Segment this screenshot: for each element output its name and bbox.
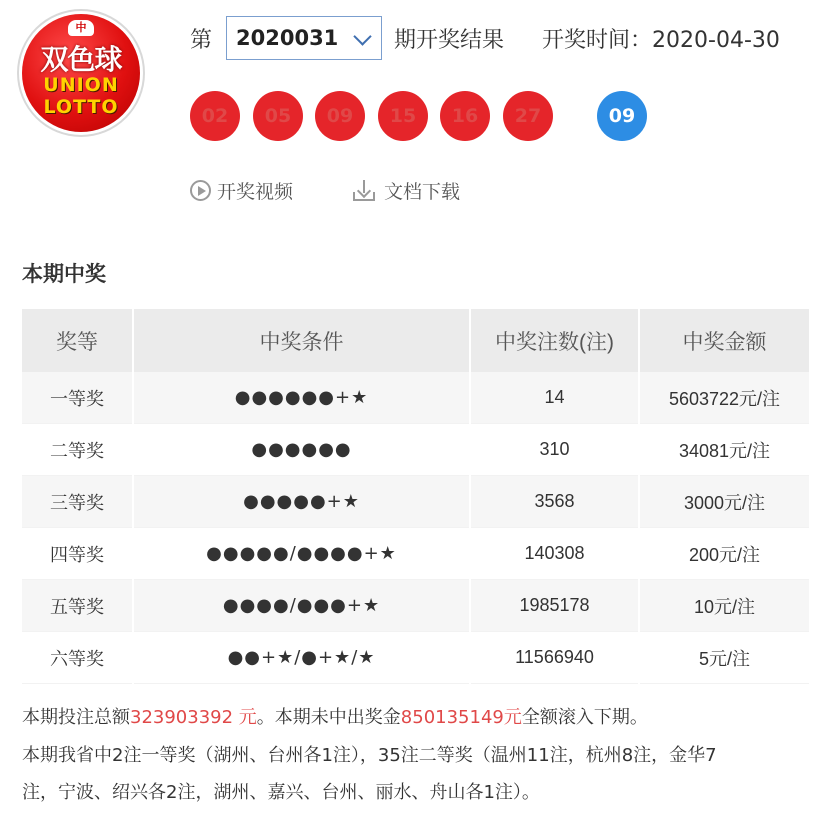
prize-condition: ●●+★/●+★/★ <box>133 632 470 684</box>
prize-level: 四等奖 <box>22 528 133 580</box>
video-link[interactable] <box>190 176 293 204</box>
winner-count: 1985178 <box>470 580 639 632</box>
issue-select[interactable] <box>226 16 382 60</box>
prize-condition: ●●●●●/●●●●+★ <box>133 528 470 580</box>
prize-level: 二等奖 <box>22 424 133 476</box>
winner-count: 3568 <box>470 476 639 528</box>
chevron-down-icon[interactable] <box>353 27 371 45</box>
red-ball: 15 <box>378 91 428 141</box>
union-lotto-logo <box>22 14 140 132</box>
draw-time: 开奖时间：2020-04-30 <box>542 27 780 53</box>
header-condition: 中奖条件 <box>133 309 470 372</box>
logo-lotto-text: LOTTO <box>43 96 119 118</box>
blue-ball: 09 <box>597 91 647 141</box>
table-row <box>22 528 809 580</box>
red-ball: 27 <box>503 91 553 141</box>
prize-table <box>22 309 809 684</box>
table-header-row <box>22 309 809 372</box>
summary-province-line2: 注，宁波、绍兴各2注，湖州、嘉兴、台州、丽水、舟山各1注）。 <box>22 782 540 803</box>
prize-level: 一等奖 <box>22 372 133 424</box>
download-link-label: 文档下载 <box>384 180 461 203</box>
table-row <box>22 372 809 424</box>
prize-amount: 200元/注 <box>639 528 809 580</box>
issue-suffix: 期开奖结果 <box>394 27 505 53</box>
red-ball: 09 <box>315 91 365 141</box>
video-link-label: 开奖视频 <box>217 180 294 203</box>
winner-count: 140308 <box>470 528 639 580</box>
play-icon <box>190 180 211 201</box>
prize-amount: 5元/注 <box>639 632 809 684</box>
red-ball: 05 <box>253 91 303 141</box>
jackpot-pool: 850135149元 <box>400 707 522 728</box>
prize-level: 五等奖 <box>22 580 133 632</box>
logo-title: 双色球 <box>40 43 122 76</box>
prize-condition: ●●●●●+★ <box>133 476 470 528</box>
prize-level: 三等奖 <box>22 476 133 528</box>
issue-prefix: 第 <box>190 27 213 53</box>
prize-condition: ●●●●●●+★ <box>133 372 470 424</box>
table-row <box>22 580 809 632</box>
winner-count: 11566940 <box>470 632 639 684</box>
logo-badge: 中 <box>68 20 94 36</box>
winner-count: 14 <box>470 372 639 424</box>
summary-text: 。本期未中出奖金 <box>256 707 401 728</box>
prize-condition: ●●●●●● <box>133 424 470 476</box>
prize-amount: 34081元/注 <box>639 424 809 476</box>
winner-count: 310 <box>470 424 639 476</box>
total-sales: 323903392 元 <box>130 707 257 728</box>
table-row <box>22 632 809 684</box>
section-title: 本期中奖 <box>22 262 106 286</box>
prize-condition: ●●●●/●●●+★ <box>133 580 470 632</box>
download-link[interactable] <box>352 176 460 204</box>
red-ball: 02 <box>190 91 240 141</box>
prize-amount: 3000元/注 <box>639 476 809 528</box>
prize-amount: 10元/注 <box>639 580 809 632</box>
summary-province-line1: 本期我省中2注一等奖（湖州、台州各1注），35注二等奖（温州11注，杭州8注，金华7 <box>22 745 717 766</box>
logo-union-text: UNION <box>43 74 119 96</box>
issue-select-value: 2020031 <box>236 26 339 50</box>
prize-amount: 5603722元/注 <box>639 372 809 424</box>
table-row <box>22 476 809 528</box>
summary-text: 全额滚入下期。 <box>521 707 648 728</box>
table-row <box>22 424 809 476</box>
summary-sales <box>22 704 822 732</box>
download-icon <box>352 179 376 201</box>
header-level: 奖等 <box>22 309 133 372</box>
red-ball: 16 <box>440 91 490 141</box>
header-count: 中奖注数(注) <box>470 309 639 372</box>
summary-text: 本期投注总额 <box>22 707 130 728</box>
header-amount: 中奖金额 <box>639 309 809 372</box>
prize-level: 六等奖 <box>22 632 133 684</box>
issue-header <box>190 14 780 62</box>
